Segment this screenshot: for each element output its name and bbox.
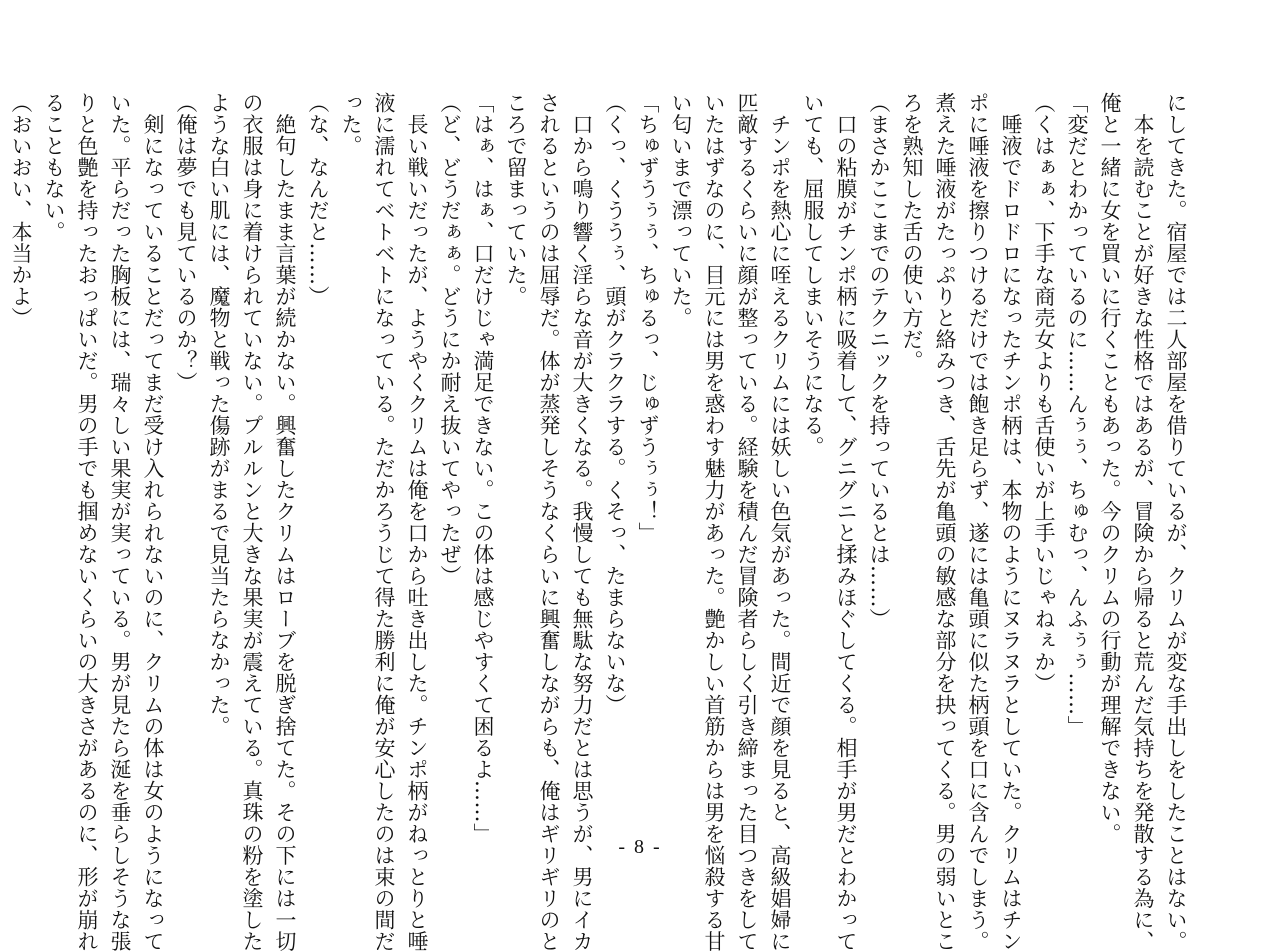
text-line: ポに唾液を擦りつけるだけでは飽き足らず、遂には亀頭に似た柄頭を口に含んでしまう。 <box>966 92 990 952</box>
text-line: 「変だとわかっているのに……んぅぅ、ちゅむっ、んふぅぅ……」 <box>1065 92 1089 737</box>
text-line: 本を読むことが好きな性格ではあるが、冒険から帰ると荒んだ気持ちを発散する為に、 <box>1131 92 1155 952</box>
text-line: 「はぁ、はぁ、口だけじゃ満足できない。この体は感じやすくて困るよ……」 <box>471 92 495 845</box>
text-line: いた。平らだった胸板には、瑞々しい果実が実っている。男が見たら涎を垂らしそうな張 <box>108 92 132 952</box>
text-line: にしてきた。宿屋では二人部屋を借りているが、クリムが変な手出しをしたことはない。 <box>1164 92 1188 952</box>
text-line: ころで留まっていた。 <box>504 92 528 307</box>
text-line: （な、なんだと……） <box>306 92 330 307</box>
text-line: の衣服は身に着けられていない。プルルンと大きな果実が震えている。真珠の粉を塗した <box>240 92 264 952</box>
text-line: い匂いまで漂っていた。 <box>669 92 693 329</box>
text-line: いたはずなのに、目元には男を惑わす魅力があった。艶かしい首筋からは男を悩殺する甘 <box>702 92 726 952</box>
text-line: （くはぁぁ、下手な商売女よりも舌使いが上手いじゃねぇか） <box>1032 92 1056 694</box>
text-line: 口の粘膜がチンポ柄に吸着して、グニグニと揉みほぐしてくる。相手が男だとわかって <box>834 92 858 952</box>
text-line: （俺は夢でも見ているのか？） <box>174 92 198 393</box>
text-line: チンポを熱心に咥えるクリムには妖しい色気があった。間近で顔を見ると、高級娼婦に <box>768 92 792 952</box>
text-line: （くっ、くううぅ、頭がクラクラする。くそっ、たまらないな） <box>603 92 627 716</box>
text-line: （まさかここまでのテクニックを持っているとは……） <box>867 92 891 630</box>
text-line: 俺と一緒に女を買いに行くこともあった。今のクリムの行動が理解できない。 <box>1098 92 1122 845</box>
text-line: （ど、どうだぁぁ。どうにか耐え抜いてやったぜ） <box>438 92 462 587</box>
text-line: 長い戦いだったが、ようやくクリムは俺を口から吐き出した。チンポ柄がねっとりと唾 <box>405 92 429 952</box>
text-line: 匹敵するくらいに顔が整っている。経験を積んだ冒険者らしく引き締まった目つきをして <box>735 92 759 952</box>
text-line <box>0 92 4 822</box>
text-line: 口から鳴り響く淫らな音が大きくなる。我慢しても無駄な努力だとは思うが、男にイカ <box>570 92 594 952</box>
page-number: - 8 - <box>618 836 662 858</box>
text-line: った。 <box>339 92 363 157</box>
text-line: 液に濡れてベトベトになっている。ただかろうじて得た勝利に俺が安心したのは束の間だ <box>372 92 396 952</box>
text-line: ような白い肌には、魔物と戦った傷跡がまるで見当たらなかった。 <box>207 92 231 737</box>
text-line: 煮えた唾液がたっぷりと絡みつき、舌先が亀頭の敏感な部分を抉ってくる。男の弱いとこ <box>933 92 957 952</box>
text-line: されるというのは屈辱だ。体が蒸発しそうなくらいに興奮しながらも、俺はギリギリのと <box>537 92 561 952</box>
text-line: 絶句したまま言葉が続かない。興奮したクリムはローブを脱ぎ捨てた。その下には一切 <box>273 92 297 952</box>
text-line: 唾液でドロドロになったチンポ柄は、本物のようにヌラヌラとしていた。クリムはチン <box>999 92 1023 952</box>
text-line: いても、屈服してしまいそうになる。 <box>801 92 825 458</box>
text-line: りと色艶を持ったおっぱいだ。男の手でも掴めないくらいの大きさがあるのに、形が崩れ <box>75 92 99 952</box>
text-line: ることもない。 <box>42 92 66 243</box>
text-line: 剣になっていることだってまだ受け入れられないのに、クリムの体は女のようになって <box>141 92 165 952</box>
text-line: （おいおい、本当かよ） <box>9 92 33 329</box>
text-line: ろを熟知した舌の使い方だ。 <box>900 92 924 372</box>
text-line: 「ちゅずうぅぅ、ちゅるっ、じゅずうぅぅ！」 <box>636 92 660 544</box>
vertical-text-body <box>9 92 1192 952</box>
